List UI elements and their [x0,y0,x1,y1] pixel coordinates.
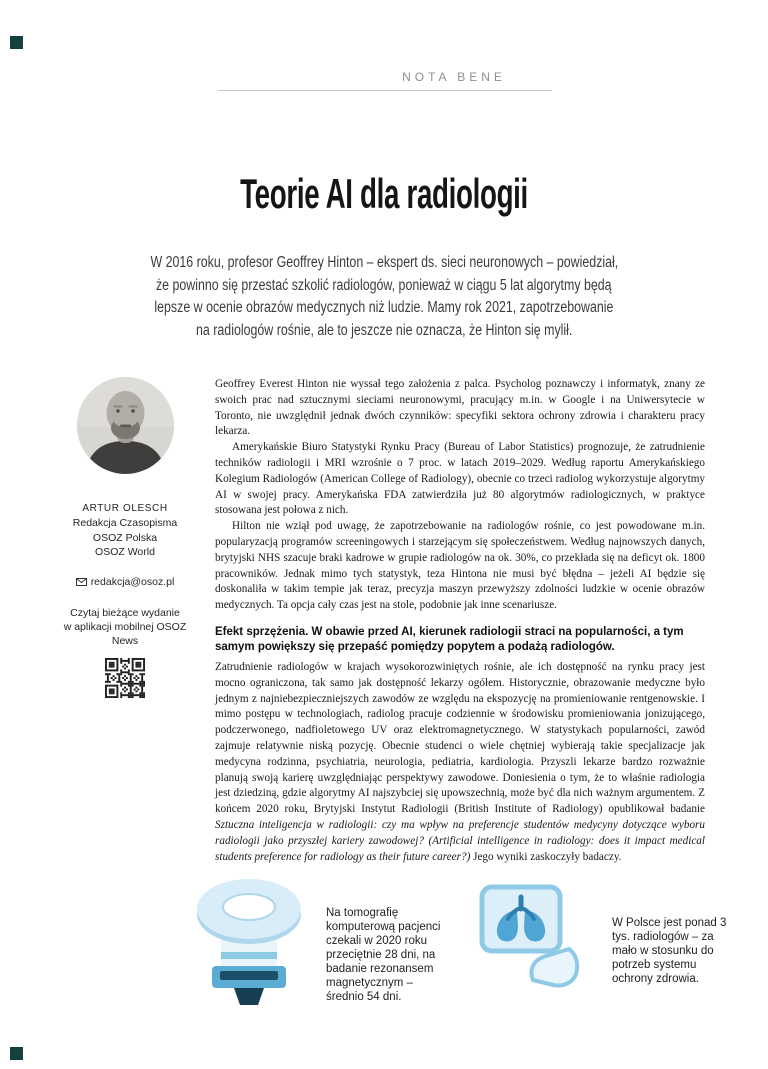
ct-scanner-icon [192,876,312,1008]
body-paragraph: Geoffrey Everest Hinton nie wyssał tego założenia z palca. Psycholog poznawczy i informatyk, znany ze swoich prac nad sztucznymi sieciami neuronowymi, pracujący m.in. w Google i na Uniwersytecie w Toronto, nie uwzględnił jednak dwóch czynników: specyfiki sektora ochrony zdrowia i charakteru pracy lekarza. [215,378,705,438]
author-email-text: redakcja@osoz.pl [90,575,175,588]
lead-line: W 2016 roku, profesor Geoffrey Hinton – ekspert ds. sieci neuronowych – powiedział, [150,254,618,271]
author-role-line: OSOZ Polska [92,531,158,544]
body-paragraph: Amerykańskie Biuro Statystyki Rynku Pracy (Bureau of Labor Statistics) prognozuje, że zatrudnienie techników radiologii i MRI wzrośnie o 7 proc. w latach 2019–2029. Według raportu Amerykańskiego Kolegium Radiologów (American College of Radiology), obecnie co trzeci radiolog wykorzystuje algorytmy AI w swojej pracy. Amerykańska FDA zatwierdziła już 80 algorytmów radiologicznych, w praktyce stosowana jest połowa z nich. [215,441,705,517]
body-paragraph: Zatrudnienie radiologów w krajach wysokorozwiniętych rośnie, ale ich dostępność na rynku pracy jest mocno ograniczona, tak samo jak dostępność lekarzy ogółem. Historycznie, obrazowanie medyczne było jednym z najniebezpieczniejszych zawodów ze względu na ekspozycję na promieniowanie rentgenowskie. I mimo postępu w technologiach, radiolog pracuje codziennie w środowisku promieniowania jonizującego, podczerwonego, nadfioletowego UV oraz elektromagnetycznego. W statystykach popularności, zawód zajmuje relatywnie niską pozycję. Obecnie studenci o wiele chętniej wybierają takie specjalizacje jak medycyna rodzinna, psychiatria, neurologia, pediatria, kardiologia. Przyszli lekarze bardzo rozważnie planują swoją karierę uwzględniając perspektywy zawodowe. Doniesienia o tym, że to właśnie radiologia jest dziedziną, gdzie algorytmy AI najszybciej się upowszechnią, może być dla nich ważnym argumentem. Z końcem 2020 roku, Brytyjski Instytut Radiologii (British Institute of Radiology) opublikował badanie Sztuczna inteligencja w radiologii: czy ma wpływ na preferencje studentów medycyny dotyczące wyboru radiologii jako przyszłej kariery zawodowej? (Artificial intelligence in radiology: does it impact medical students preference for radiology as their future career?) Jego wyniki zaskoczyły badaczy. [215,660,705,863]
mobile-app-note-line: w aplikacji mobilnej OSOZ News [63,620,187,647]
author-roles [58,516,192,560]
ct-wait-time-caption: Na tomografię komputerową pacjenci czekali w 2020 roku przeciętnie 28 dni, na badanie rezonansem magnetycznym – średnio 54 dni. [326,907,441,1003]
lungs-xray-icon [477,882,581,988]
author-role-line: Redakcja Czasopisma [72,517,178,529]
author-role-line: OSOZ World [95,546,155,558]
corner-square-top [10,36,23,49]
lead-line: lepsze w ocenie obrazów medycznych niż ludzie. Mamy rok 2021, zapotrzebowanie [154,299,614,316]
body-paragraph: Hilton nie wziął pod uwagę, że zapotrzebowanie na radiologów rośnie, co jest powodowane m.in. popularyzacją programów screeningowych i starzejącym się społeczeństwem. Według najnowszych danych, brytyjski NHS szacuje braki kadrowe w grupie radiologów na ok. 30%, co przekłada się na deficyt ok. 1800 pracowników. Jednak mimo tych statystyk, teza Hintona nie musi być błędna – jeżeli AI będzie się doskonaliła w takim tempie jak teraz, precyzja maszyn przewyższy zdolności ludzkie w ocenie obrazów medycznych. Ta opcja cały czas jest na stole, podobnie jak inne scenariusze. [215,520,705,612]
author-avatar [77,377,174,474]
article-lead [0,252,768,342]
author-portrait-illustration [77,377,174,474]
mobile-app-note-line: Czytaj bieżące wydanie [70,606,180,619]
author-name: ARTUR OLESCH [82,503,168,514]
lead-line: na radiologów rośnie, ale to jeszcze nie oznacza, że Hinton się mylił. [195,321,573,339]
section-kicker: NOTA BENE [402,70,506,84]
envelope-icon [76,578,87,586]
section-subhead: Efekt sprzężenia. W obawie przed AI, kierunek radiologii straci na popularności, a tym samym powiększy się przepaść pomiędzy popytem a podażą radiologów. [215,625,684,654]
kicker-rule [218,90,552,91]
article-body [215,377,705,865]
article-title [0,168,768,220]
author-email[interactable] [58,576,192,588]
author-sidebar [58,377,192,703]
qr-code [105,658,145,698]
article-title-text: Teorie AI dla radiologii [240,170,528,217]
radiologist-count-caption: W Polsce jest ponad 3 tys. radiologów – za mało w stosunku do potrzeb systemu ochrony zdrowia. [612,917,727,985]
lead-line: że powinno się przestać szkolić radiologów, ponieważ w ciągu 5 lat algorytmy będą [156,276,612,294]
corner-square-bottom [10,1047,23,1060]
mobile-app-note [58,606,192,648]
